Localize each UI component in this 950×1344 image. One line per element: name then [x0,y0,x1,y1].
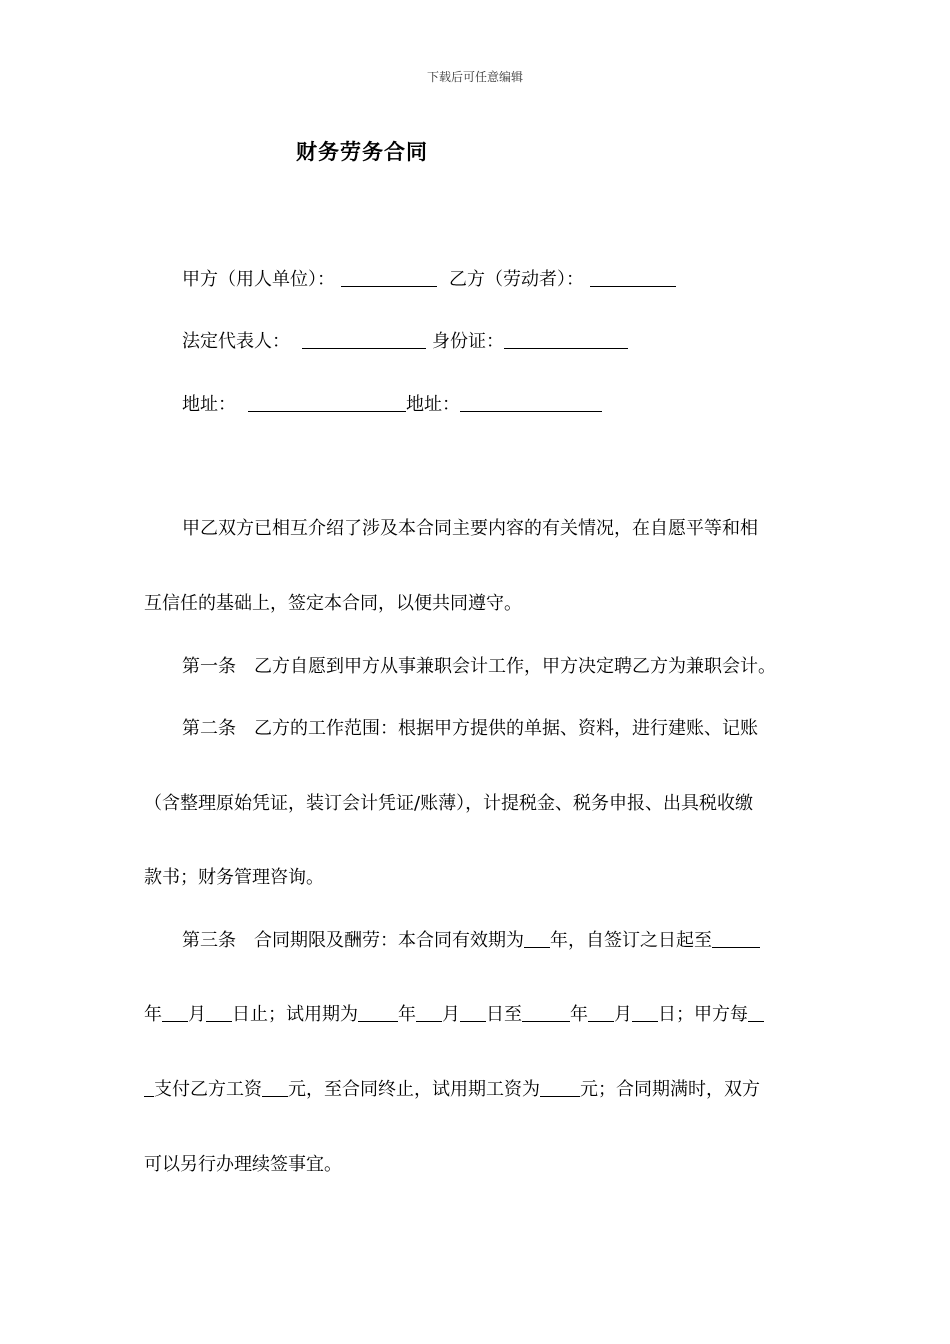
salary-blank [262,1078,288,1097]
text-probation: 日止；试用期为 [232,1004,358,1025]
party-line-2 [182,330,628,354]
text-month: 月 [188,1004,206,1025]
text-year-3: 年 [570,1004,588,1025]
end-year-blank [712,929,760,948]
text-month-2: 月 [442,1004,460,1025]
text-party-a-each: 日；甲方每 [658,1004,748,1025]
text-month-3: 月 [614,1004,632,1025]
address-b-blank [460,393,602,412]
article-3-line-1 [182,929,760,953]
probation-start-month-blank [416,1003,442,1022]
address-a-blank [248,393,406,412]
legal-rep-blank [302,330,426,349]
probation-end-month-blank [588,1003,614,1022]
end-month-blank [162,1003,188,1022]
years-blank [524,929,550,948]
article-1: 第一条 乙方自愿到甲方从事兼职会计工作，甲方决定聘乙方为兼职会计。 [182,656,776,677]
page-header: 下载后可任意编辑 [426,70,523,84]
article-3-text-b: 年，自签订之日起至 [550,930,712,951]
text-to: 日至 [486,1004,522,1025]
probation-start-day-blank [460,1003,486,1022]
article-2-line-2: （含整理原始凭证，装订会计凭证/账薄），计提税金、税务申报、出具税收缴 [144,793,754,814]
probation-end-year-blank [522,1003,570,1022]
intro-line-2: 互信任的基础上，签定本合同，以便共同遵守。 [144,593,522,614]
article-3-text-a: 第三条 合同期限及酬劳：本合同有效期为 [182,930,524,951]
text-contract-expiry: 元；合同期满时，双方 [580,1079,760,1100]
text-year-2: 年 [398,1004,416,1025]
text-pay-salary: 支付乙方工资 [154,1079,262,1100]
party-line-3 [182,393,602,417]
party-line-1 [182,268,676,292]
address-a-label: 地址： [182,394,236,415]
article-3-line-3 [144,1078,760,1102]
party-a-blank [341,268,437,287]
probation-end-day-blank [632,1003,658,1022]
party-a-label: 甲方（用人单位）： [182,269,335,290]
article-2-line-3: 款书；财务管理咨询。 [144,867,324,888]
article-3-line-4: 可以另行办理续签事宜。 [144,1154,342,1175]
pay-period-blank-b [144,1078,154,1097]
id-card-blank [504,330,628,349]
text-year: 年 [144,1004,162,1025]
id-card-label: 身份证： [432,331,504,352]
intro-line-1: 甲乙双方已相互介绍了涉及本合同主要内容的有关情况，在自愿平等和相 [182,518,758,539]
party-b-blank [590,268,676,287]
legal-rep-label: 法定代表人： [182,331,290,352]
article-2-line-1: 第二条 乙方的工作范围：根据甲方提供的单据、资料，进行建账、记账 [182,718,758,739]
party-b-label: 乙方（劳动者）： [449,269,584,290]
text-probation-salary: 元，至合同终止，试用期工资为 [288,1079,540,1100]
probation-salary-blank [540,1078,580,1097]
article-3-line-2 [144,1003,764,1027]
end-day-blank [206,1003,232,1022]
address-b-label: 地址： [406,394,460,415]
pay-period-blank-a [748,1003,764,1022]
document-title: 财务劳务合同 [296,140,428,164]
probation-start-year-blank [358,1003,398,1022]
